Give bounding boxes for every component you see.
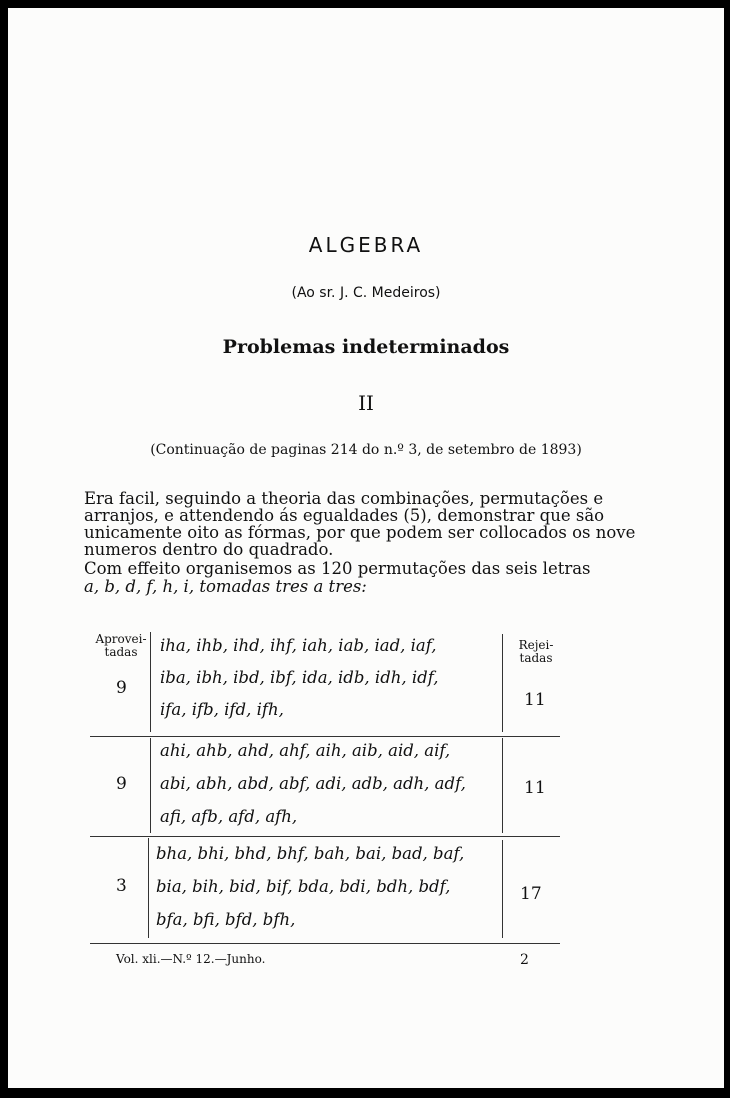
- group-1-row-3: ifa, ifb, ifd, ifh,: [160, 700, 284, 719]
- group-3-approved: 3: [116, 876, 127, 896]
- group-2-row-3: afi, afb, afd, afh,: [160, 807, 298, 826]
- group-2-rejected: 11: [524, 778, 546, 798]
- paragraph-2-line-1: Com effeito organisemos as 120 permutações das seis letras: [84, 559, 591, 578]
- group-3-row-2: bia, bih, bid, bif, bda, bdi, bdh, bdf,: [156, 877, 451, 896]
- paragraph-1-line-3: unicamente oito as fórmas, por que podem ser collocados os nove: [84, 523, 636, 542]
- group-2-row-2: abi, abh, abd, abf, adi, adb, adh, adf,: [160, 774, 466, 793]
- table-rule: [502, 634, 503, 732]
- paragraph-1-line-2: arranjos, e attendendo ás egualdades (5), demonstrar que são: [84, 506, 605, 525]
- table-rule: [90, 736, 560, 737]
- group-3-row-1: bha, bhi, bhd, bhf, bah, bai, bad, baf,: [156, 844, 465, 863]
- group-1-rejected: 11: [524, 690, 546, 710]
- section-number: II: [358, 391, 374, 415]
- paragraph-1-line-4: numeros dentro do quadrado.: [84, 540, 334, 559]
- group-3-row-3: bfa, bfi, bfd, bfh,: [156, 910, 296, 929]
- dedication: (Ao sr. J. C. Medeiros): [291, 285, 441, 301]
- rejected-column-header: Rejei- tadas: [518, 638, 554, 665]
- group-3-rejected: 17: [520, 884, 542, 904]
- group-1-approved: 9: [116, 678, 127, 698]
- subtitle: Problemas indeterminados: [222, 336, 510, 358]
- footer-issue: Vol. xli.—N.º 12.—Junho.: [116, 952, 266, 966]
- paragraph-1-line-1: Era facil, seguindo a theoria das combinações, permutações e: [84, 489, 604, 508]
- paragraph-2-line-2: a, b, d, f, h, i, tomadas tres a tres:: [84, 577, 367, 596]
- group-2-approved: 9: [116, 774, 127, 794]
- page-heading: ALGEBRA: [308, 233, 424, 257]
- table-rule: [502, 738, 503, 833]
- group-1-row-1: iha, ihb, ihd, ihf, iah, iab, iad, iaf,: [160, 636, 437, 655]
- table-rule: [502, 840, 503, 938]
- approved-column-header: Aprovei- tadas: [95, 632, 147, 659]
- table-rule: [150, 738, 151, 833]
- continuation-note: (Continuação de paginas 214 do n.º 3, de setembro de 1893): [150, 442, 582, 458]
- page-number: 2: [520, 952, 529, 968]
- table-rule: [90, 836, 560, 837]
- table-rule: [90, 943, 560, 944]
- group-2-row-1: ahi, ahb, ahd, ahf, aih, aib, aid, aif,: [160, 741, 451, 760]
- table-rule: [150, 632, 151, 732]
- table-rule: [148, 838, 149, 938]
- document-page: [8, 8, 724, 1088]
- group-1-row-2: iba, ibh, ibd, ibf, ida, idb, idh, idf,: [160, 668, 439, 687]
